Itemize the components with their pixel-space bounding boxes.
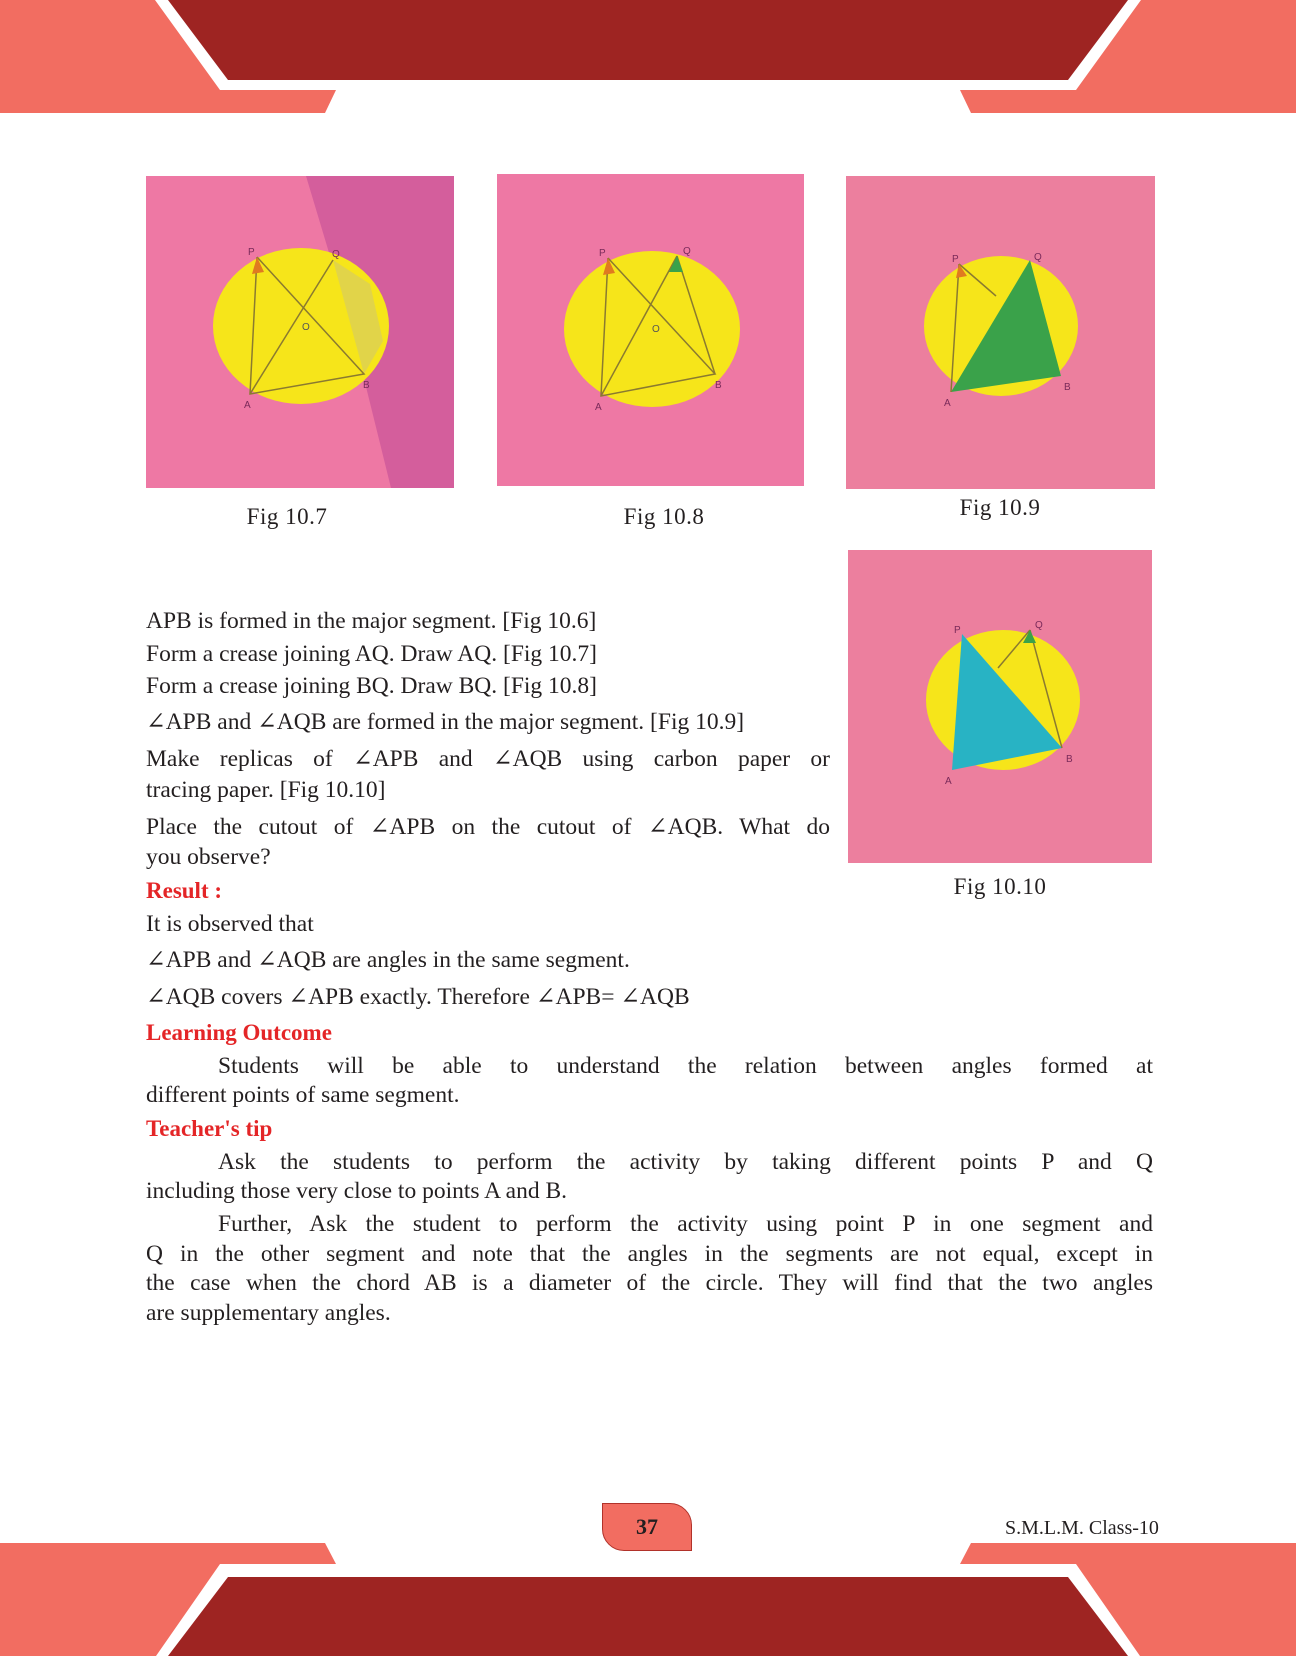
point-p-label: P [954, 625, 961, 636]
teachers-tip-text: the case when the chord AB is a diameter of the circle. They will find that the two angles [146, 1270, 1153, 1296]
point-p-label: P [599, 248, 606, 259]
learning-outcome-heading: Learning Outcome [146, 1020, 332, 1045]
result-line: ∠AQB covers ∠APB exactly. Therefore ∠APB= ∠AQB [146, 984, 690, 1010]
step-line: Place the cutout of ∠APB on the cutout of ∠AQB. What do [146, 814, 830, 840]
point-b-label: B [1064, 382, 1071, 393]
step-line: APB is formed in the major segment. [Fig 10.6] [146, 608, 597, 634]
point-b-label: B [363, 380, 370, 391]
step-line: Form a crease joining BQ. Draw BQ. [Fig 10.8] [146, 673, 597, 699]
figure-10-10 [848, 550, 1152, 863]
point-a-label: A [944, 398, 951, 409]
step-line: ∠APB and ∠AQB are formed in the major segment. [Fig 10.9] [146, 709, 745, 735]
result-heading: Result : [146, 878, 223, 903]
figure-10-10-caption: Fig 10.10 [953, 874, 1047, 899]
point-p-label: P [952, 254, 959, 265]
figure-10-8 [497, 174, 804, 486]
teachers-tip-text: including those very close to points A and B. [146, 1178, 568, 1204]
result-line: It is observed that [146, 911, 314, 937]
teachers-tip-text: Further, Ask the student to perform the activity using point P in one segment and [218, 1211, 1153, 1237]
point-b-label: B [715, 380, 722, 391]
center-o-label: O [302, 322, 310, 333]
teachers-tip-heading: Teacher's tip [146, 1116, 273, 1141]
point-a-label: A [945, 776, 952, 787]
footer-banner [0, 1536, 1296, 1656]
step-line: Make replicas of ∠APB and ∠AQB using carbon paper or [146, 746, 830, 772]
learning-outcome-text: Students will be able to understand the relation between angles formed at [218, 1053, 1153, 1079]
teachers-tip-text: Ask the students to perform the activity by taking different points P and Q [218, 1149, 1153, 1175]
point-q-label: Q [1035, 620, 1043, 631]
step-line: you observe? [146, 844, 271, 870]
learning-outcome-text: different points of same segment. [146, 1082, 460, 1108]
figure-10-7-caption: Fig 10.7 [246, 504, 328, 529]
step-line: Form a crease joining AQ. Draw AQ. [Fig 10.7] [146, 641, 597, 667]
figure-10-7 [146, 176, 454, 488]
teachers-tip-text: Q in the other segment and note that the angles in the segments are not equal, except in [146, 1241, 1153, 1267]
header-banner [0, 0, 1296, 120]
figure-10-9-caption: Fig 10.9 [959, 495, 1041, 520]
figure-10-8-caption: Fig 10.8 [623, 504, 705, 529]
point-p-label: P [248, 247, 255, 258]
point-a-label: A [595, 402, 602, 413]
center-o-label: O [652, 324, 660, 335]
figure-10-9 [846, 176, 1155, 489]
teachers-tip-text: are supplementary angles. [146, 1300, 391, 1326]
page-number: 37 [602, 1503, 692, 1551]
step-line: tracing paper. [Fig 10.10] [146, 777, 386, 803]
book-title: S.M.L.M. Class-10 [1005, 1517, 1159, 1539]
point-a-label: A [244, 400, 251, 411]
point-q-label: Q [1034, 252, 1042, 263]
point-q-label: Q [683, 246, 691, 257]
result-line: ∠APB and ∠AQB are angles in the same segment. [146, 947, 630, 973]
point-b-label: B [1066, 754, 1073, 765]
point-q-label: Q [332, 249, 340, 260]
